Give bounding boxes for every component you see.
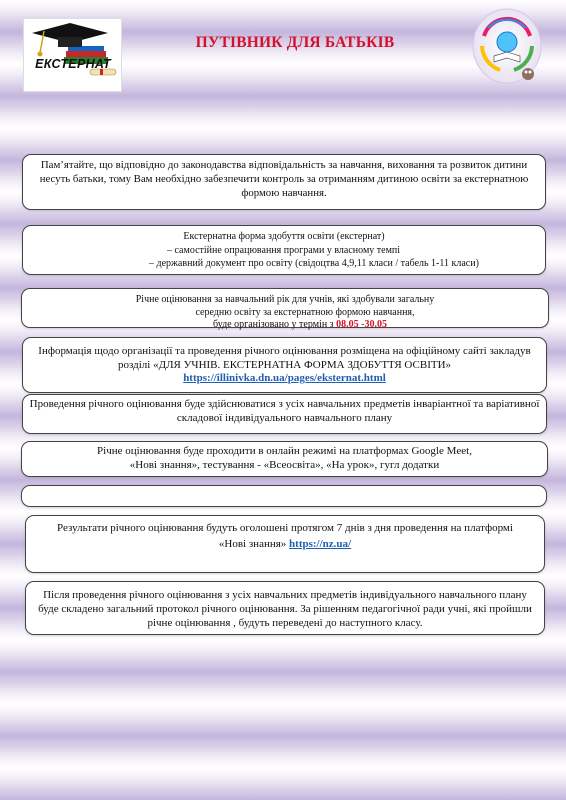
assessment-dates: 08.05 -30.05 (336, 319, 387, 330)
website-info (22, 337, 547, 393)
responsibility-text: Пам’ятайте, що відповідно до законодавства відповідальність за навчання, виховання та розвиток дитини несуть батьки, тому Вам необхідно забезпечити контроль за отриманням дитиною освіти за екстернатною формою навчання. (39, 159, 529, 199)
empty-box (21, 485, 547, 507)
page-title: ПУТІВНИК ДЛЯ БАТЬКІВ (195, 34, 395, 51)
external-form-info (22, 225, 546, 275)
online-format-info (21, 441, 548, 477)
responsibility-notice (22, 154, 546, 210)
school-emblem (470, 6, 544, 90)
eksternat-logo (23, 18, 122, 92)
protocol-info (25, 581, 545, 635)
assessment-line-3 (28, 319, 542, 332)
annual-assessment-info (21, 288, 549, 328)
school-website-link[interactable]: https://illinivka.dn.ua/pages/eksternat.html (183, 372, 386, 384)
assessment-line-2: середню освіту за екстернатною формою навчання, (195, 306, 415, 318)
external-form-line-2: – самостійне опрацювання програми у власному темпі (167, 244, 401, 256)
online-line-1: Річне оцінювання буде проходити в онлайн режимі на платформах Google Meet, (97, 445, 472, 457)
external-form-line-3: – державний документ про освіту (свідоцтва 4,9,11 класи / табель 1-11 класи) (149, 258, 479, 269)
results-info (25, 515, 545, 573)
nz-ua-link[interactable]: https://nz.ua/ (289, 538, 352, 550)
assessment-line-1: Річне оцінювання за навчальний рік для учнів, які здобували загальну (135, 294, 435, 305)
emblem-icon (470, 6, 544, 90)
subjects-info (22, 394, 547, 434)
external-form-line-1: Екстернатна форма здобуття освіти (екстернат) (183, 231, 385, 242)
assessment-term-prefix: буде організовано у термін з (213, 319, 337, 330)
results-platform-prefix: «Нові знання» (218, 538, 290, 550)
online-line-2: «Нові знання», тестування - «Всеосвіта», «На урок», гугл додатки (129, 459, 440, 471)
website-info-text: Інформація щодо організації та проведення річного оцінювання розміщена на офіційному сайті закладув розділі «ДЛЯ УЧНІВ. ЕКСТЕРНАТНА ФОРМА ЗДОБУТТЯ ОСВІТИ» (38, 345, 531, 371)
subjects-text: Проведення річного оцінювання буде здійснюватися з усіх навчальних предметів інваріантної та варіативної складової індивідуального навчального плану (29, 398, 540, 424)
protocol-text: Після проведення річного оцінювання з усіх навчальних предметів індивідуального навчального плану буде складено загальний протокол річного оцінювання. За рішенням педагогічної ради учні, які пройшли річне оцінювання , будуть переведені до наступного класу. (38, 589, 532, 629)
results-line-1: Результати річного оцінювання будуть оголошені протягом 7 днів з дня проведення на платформі (57, 522, 513, 534)
graduation-cap-icon (24, 19, 121, 91)
results-line-2 (32, 536, 538, 552)
logo-text: ЕКСТЕРНАТ (35, 57, 111, 71)
